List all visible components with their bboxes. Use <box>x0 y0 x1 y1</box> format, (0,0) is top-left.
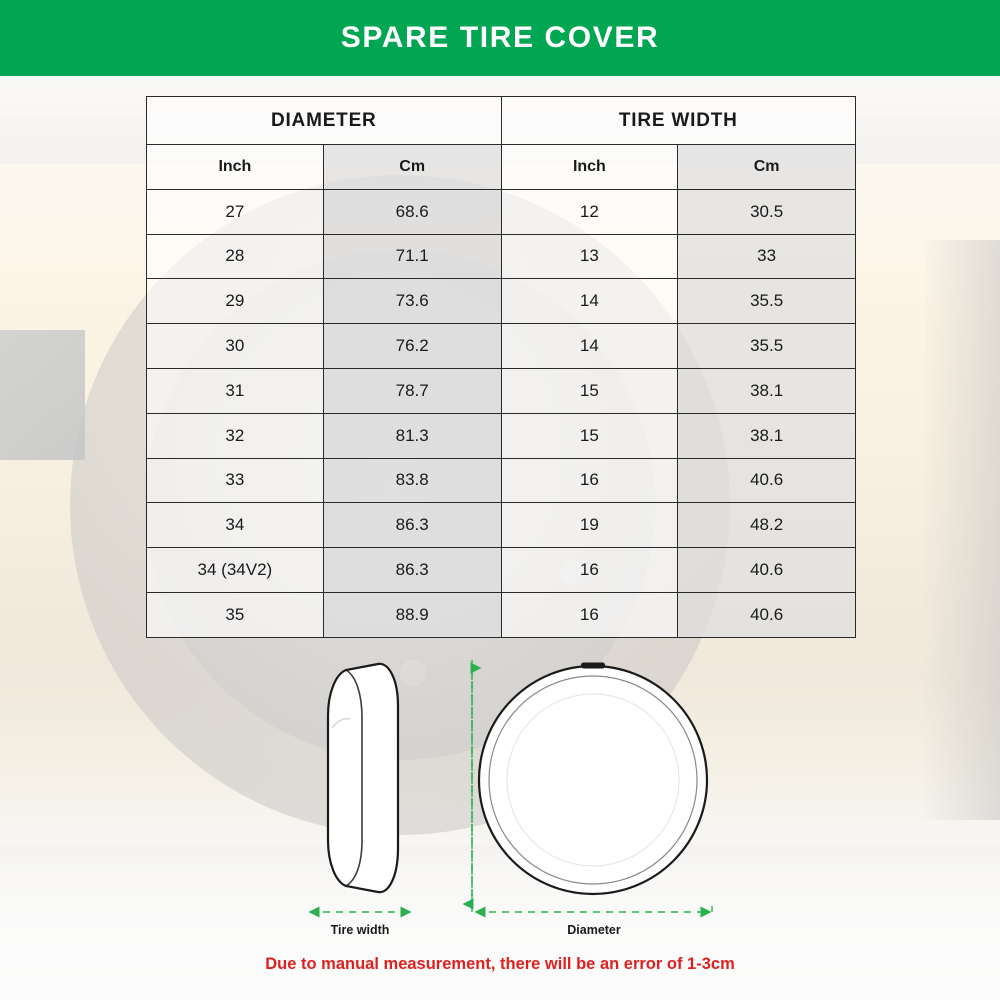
cell-diameter-cm: 78.7 <box>323 368 501 413</box>
cell-width-cm: 40.6 <box>678 548 856 593</box>
cell-diameter-inch: 34 (34V2) <box>147 548 324 593</box>
group-header-diameter: DIAMETER <box>147 97 502 145</box>
cell-width-cm: 33 <box>678 234 856 279</box>
cell-width-inch: 19 <box>501 503 678 548</box>
cell-width-inch: 16 <box>501 548 678 593</box>
tire-width-label: Tire width <box>330 923 390 937</box>
table-row <box>147 234 856 279</box>
cell-diameter-inch: 34 <box>147 503 324 548</box>
sub-header-width-inch: Inch <box>501 145 678 190</box>
table-row <box>147 548 856 593</box>
measurement-disclaimer: Due to manual measurement, there will be an error of 1-3cm <box>265 955 735 973</box>
cell-diameter-inch: 30 <box>147 324 324 369</box>
table-row <box>147 324 856 369</box>
cell-width-inch: 12 <box>501 189 678 234</box>
table-body <box>147 189 856 637</box>
header-banner <box>0 0 1000 76</box>
cell-width-inch: 16 <box>501 592 678 637</box>
table-row <box>147 189 856 234</box>
cell-diameter-cm: 73.6 <box>323 279 501 324</box>
cell-diameter-inch: 33 <box>147 458 324 503</box>
cell-width-inch: 15 <box>501 368 678 413</box>
measurement-diagram <box>280 648 740 948</box>
table-row <box>147 458 856 503</box>
cell-width-cm: 35.5 <box>678 324 856 369</box>
cell-diameter-cm: 86.3 <box>323 503 501 548</box>
table-row <box>147 279 856 324</box>
cell-diameter-cm: 76.2 <box>323 324 501 369</box>
cell-diameter-inch: 32 <box>147 413 324 458</box>
cell-width-cm: 38.1 <box>678 368 856 413</box>
cover-front-view <box>479 663 707 895</box>
page-title: SPARE TIRE COVER <box>340 21 660 54</box>
cell-width-cm: 40.6 <box>678 458 856 503</box>
cell-width-cm: 30.5 <box>678 189 856 234</box>
table-row <box>147 503 856 548</box>
table-head <box>147 97 856 190</box>
cell-diameter-inch: 28 <box>147 234 324 279</box>
table-row <box>147 592 856 637</box>
cell-width-inch: 14 <box>501 324 678 369</box>
table-row <box>147 413 856 458</box>
table-group-header-row <box>147 97 856 145</box>
cell-diameter-inch: 31 <box>147 368 324 413</box>
table-row <box>147 368 856 413</box>
cell-diameter-cm: 83.8 <box>323 458 501 503</box>
cell-width-inch: 13 <box>501 234 678 279</box>
cell-diameter-inch: 27 <box>147 189 324 234</box>
sub-header-width-cm: Cm <box>678 145 856 190</box>
cell-diameter-cm: 81.3 <box>323 413 501 458</box>
cell-width-cm: 35.5 <box>678 279 856 324</box>
sub-header-diameter-cm: Cm <box>323 145 501 190</box>
measurement-diagram-svg <box>280 648 740 948</box>
sub-header-diameter-inch: Inch <box>147 145 324 190</box>
cell-width-inch: 15 <box>501 413 678 458</box>
cell-diameter-cm: 68.6 <box>323 189 501 234</box>
table-sub-header-row <box>147 145 856 190</box>
cell-diameter-inch: 29 <box>147 279 324 324</box>
size-chart-table <box>146 96 856 638</box>
cell-width-cm: 40.6 <box>678 592 856 637</box>
cover-side-view <box>328 664 398 892</box>
cell-width-inch: 16 <box>501 458 678 503</box>
diameter-label: Diameter <box>567 923 621 937</box>
cell-width-cm: 48.2 <box>678 503 856 548</box>
cell-diameter-cm: 86.3 <box>323 548 501 593</box>
cell-diameter-cm: 71.1 <box>323 234 501 279</box>
group-header-tire-width: TIRE WIDTH <box>501 97 855 145</box>
cell-diameter-cm: 88.9 <box>323 592 501 637</box>
size-chart-table-wrapper <box>146 96 856 638</box>
cell-width-inch: 14 <box>501 279 678 324</box>
cell-diameter-inch: 35 <box>147 592 324 637</box>
cell-width-cm: 38.1 <box>678 413 856 458</box>
